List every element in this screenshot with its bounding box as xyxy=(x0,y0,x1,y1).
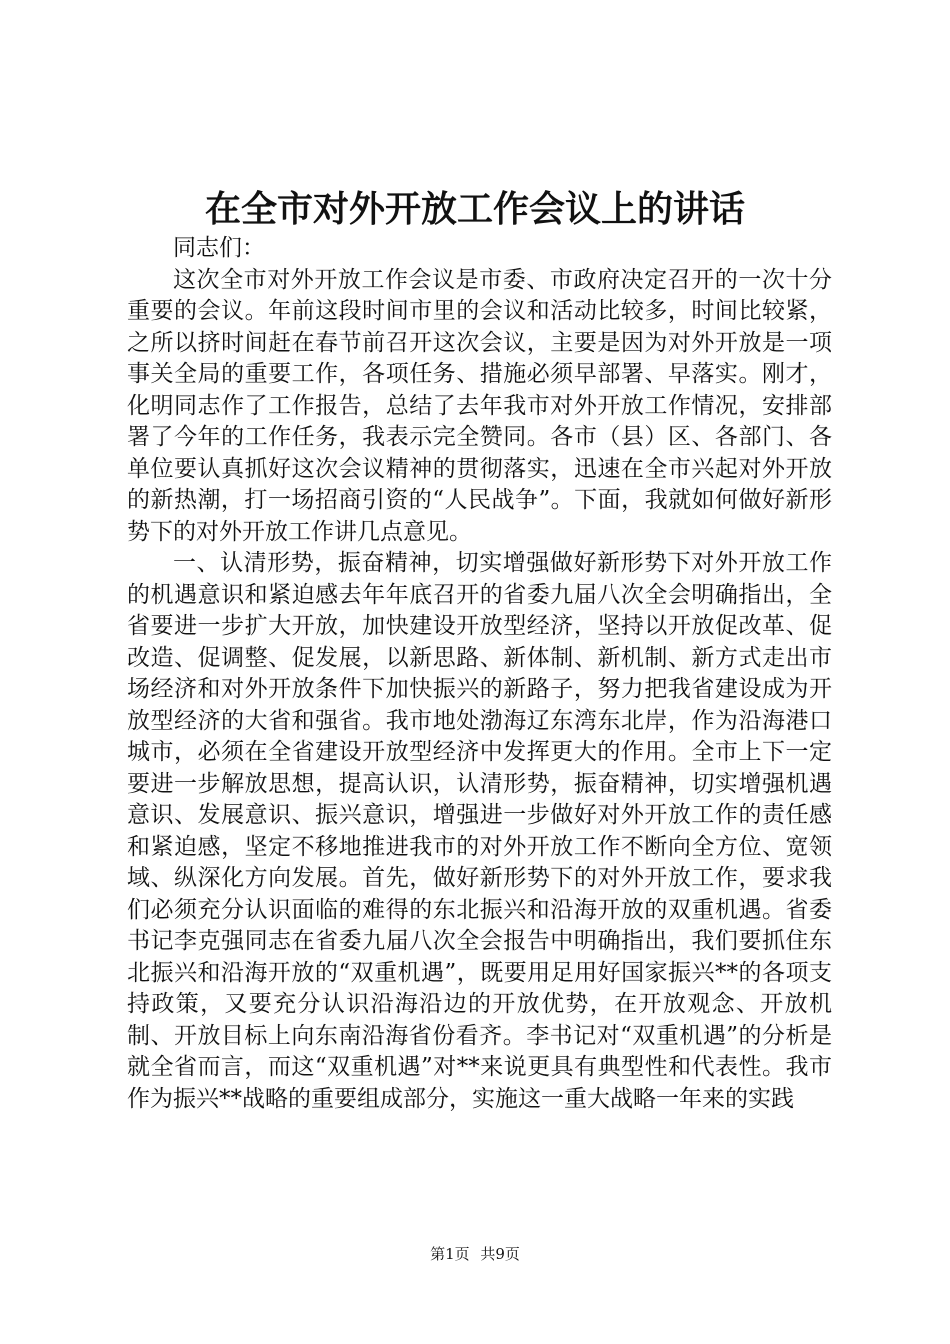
page-footer xyxy=(0,1244,950,1264)
document-title: 在全市对外开放工作会议上的讲话 xyxy=(204,188,745,230)
page-number: 第1页 xyxy=(430,1245,470,1263)
greeting: 同志们： xyxy=(173,235,265,261)
paragraph: 这次全市对外开放工作会议是市委、市政府决定召开的一次十分重要的会议。年前这段时间市里的会议和活动比较多，时间比较紧，之所以挤时间赶在春节前召开这次会议，主要是因为对外开放是一项事关全局的重要工作，各项任务、措施必须早部署、早落实。刚才，化明同志作了工作报告，总结了去年我市对外开放工作情况，安排部署了今年的工作任务，我表示完全赞同。各市（县）区、各部门、各单位要认真抓好这次会议精神的贯彻落实，迅速在全市兴起对外开放的新热潮，打一场招商引资的“人民战争”。下面，我就如何做好新形势下的对外开放工作讲几点意见。 xyxy=(127,266,832,545)
document-body xyxy=(127,233,832,1115)
paragraph: 一、认清形势，振奋精神，切实增强做好新形势下对外开放工作的机遇意识和紧迫感去年年底召开的省委九届八次全会明确指出，全省要进一步扩大开放，加快建设开放型经济，坚持以开放促改革、促改造、促调整、促发展，以新思路、新体制、新机制、新方式走出市场经济和对外开放条件下加快振兴的新路子，努力把我省建设成为开放型经济的大省和强省。我市地处渤海辽东湾东北岸，作为沿海港口城市，必须在全省建设开放型经济中发挥更大的作用。全市上下一定要进一步解放思想，提高认识，认清形势，振奋精神，切实增强机遇意识、发展意识、振兴意识，增强进一步做好对外开放工作的责任感和紧迫感，坚定不移地推进我市的对外开放工作不断向全方位、宽领域、纵深化方向发展。首先，做好新形势下的对外开放工作，要求我们必须充分认识面临的难得的东北振兴和沿海开放的双重机遇。省委书记李克强同志在省委九届八次全会报告中明确指出，我们要抓住东北振兴和沿海开放的“双重机遇”，既要用足用好国家振兴**的各项支持政策，又要充分认识沿海沿边的开放优势，在开放观念、开放机制、开放目标上向东南沿海省份看齐。李书记对“双重机遇”的分析是就全省而言，而这“双重机遇”对**来说更具有典型性和代表性。我市作为振兴**战略的重要组成部分，实施这一重大战略一年来的实践 xyxy=(127,550,832,1112)
total-pages: 共9页 xyxy=(480,1245,520,1263)
